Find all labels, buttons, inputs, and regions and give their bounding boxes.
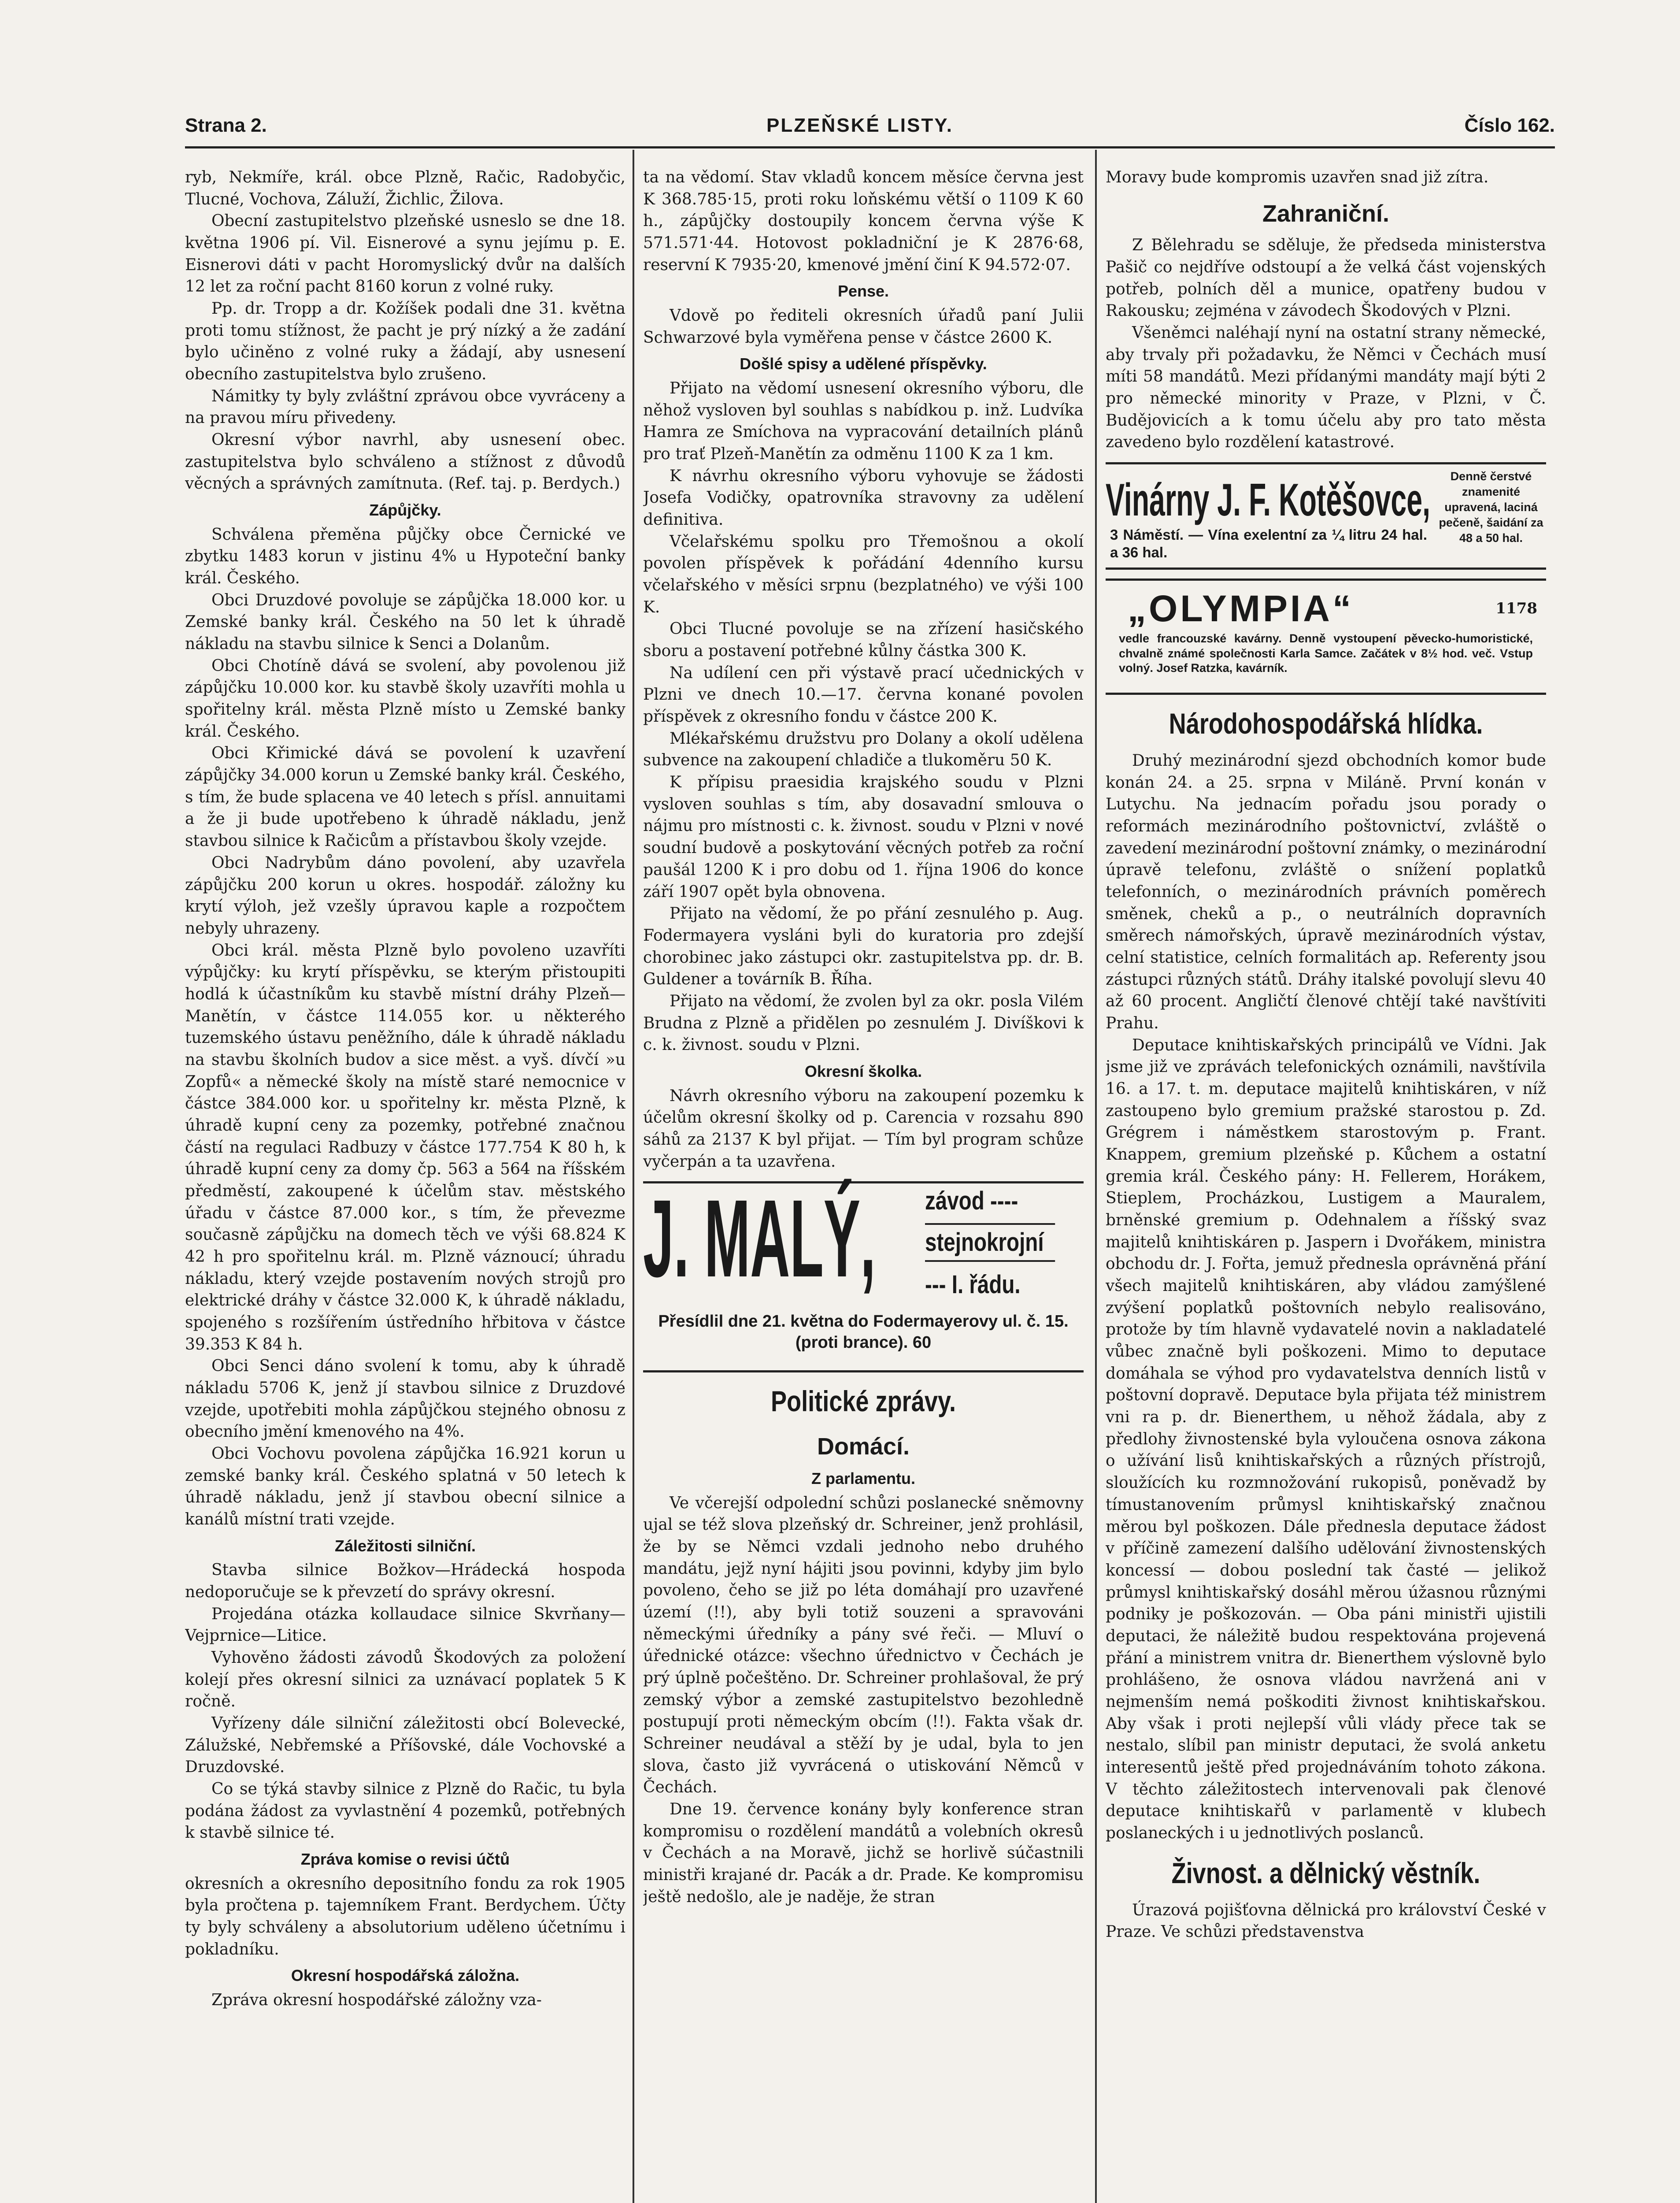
- paragraph: Pp. dr. Tropp a dr. Kožíšek podali dne 31. května proti tomu stížnost, že pacht je prý nízký a že zadání bylo učiněno z volné ruky a žádají, aby usnesení obecního zastupitelstva bylo zrušeno.: [185, 300, 625, 384]
- page-header: [185, 106, 1555, 145]
- column-3: [1106, 167, 1546, 2203]
- advert-vinarny-side: Denně čerstvé znamenité upravená, laciná pečeně, šaidání za 48 a 50 hal.: [1439, 469, 1543, 545]
- page-number: Strana 2.: [185, 115, 267, 136]
- paragraph: Moravy bude kompromis uzavřen snad již zítra.: [1106, 168, 1489, 186]
- issue-number: Číslo 162.: [1464, 115, 1555, 136]
- subsection-title: Zahraniční.: [1262, 200, 1390, 227]
- section-heading: Došlé spisy a udělené příspěvky.: [740, 355, 987, 373]
- paragraph: K přípisu praesidia krajského soudu v Plzni vysloven souhlas s tím, aby dosavadní smlouva o nájmu pro místnosti c. k. živnost. soudu v Plzni v nové soudní budově a poskytování věcných potřeb za roční paušál 1200 K i pro dobu od 1. října 1906 do konce září 1907 opět byla obnovena.: [643, 773, 1084, 901]
- section-title: Živnost. a dělnický věstník.: [1171, 1856, 1480, 1889]
- paragraph: Druhý mezinárodní sjezd obchodních komor bude konán 24. a 25. srpna v Miláně. První konán v Lutychu. Na jednacím pořadu jsou porady o reformách mezinárodního poštovnictví, zvláště o zavedení mezinárodní poštovní známky, o mezinárodní úpravě telefonu, zvláště o snížení poplatků telefonních, o mezinárodních právních poměrech směnek, cheků a p., o neutrálních dopravních směrech námořských, úpravě mezinárodních výstav, celní statistice, celních formalitách ap. Referenty jsou zástupci různých států. Dráhy italské povolují slevu 40 až 60 procent. Angličtí členové chtějí také navštíviti Prahu.: [1106, 751, 1546, 1033]
- paragraph: Obci Křimické dává se povolení k uzavření zápůjčky 34.000 korun u Zemské banky král. Českého, s tím, že bude splacena ve 40 letech s přísl. annuitami a že ji bude upotřebeno k úhradě nákladu, jenž stavbou silnice k Račicům a přístavbou školy vzejde.: [185, 744, 625, 850]
- paragraph: Schválena přeměna půjčky obce Černické ve zbytku 1483 korun v jistinu 4% u Hypoteční banky král. Českého.: [185, 525, 625, 588]
- paragraph: K návrhu okresního výboru vyhovuje se žádosti Josefa Vodičky, opatrovníka stravovny za udělení definitiva.: [643, 467, 1084, 529]
- paragraph: Vdově po řediteli okresních úřadů paní Julii Schwarzové byla vyměřena pense v částce 2600 K.: [643, 307, 1084, 347]
- advert-vinarny-line: 3 Náměstí. — Vína exelentní za ¼ litru 24 hal. a 36 hal.: [1110, 526, 1427, 560]
- column-1-text: [185, 167, 625, 2011]
- newspaper-title: PLZEŇSKÉ LISTY.: [766, 115, 953, 136]
- advert-olympia-name: „OLYMPIA“: [1128, 587, 1354, 629]
- paragraph: Obci Chotíně dává se svolení, aby povolenou již zápůjčku 10.000 kor. ku stavbě školy uzavříti mohla u spořitelny král. města Plzně místo u Zemské banky král. Českého.: [185, 656, 625, 741]
- paragraph: Co se týká stavby silnice z Plzně do Račic, tu byla podána žádost za vyvlastnění 4 pozemků, potřebných k stavbě silnice té.: [185, 1780, 625, 1842]
- paragraph: Stavba silnice Božkov—Hrádecká hospoda nedoporučuje se k převzetí do správy okresní.: [185, 1561, 625, 1601]
- paragraph: Úrazová pojišťovna dělnická pro království České v Praze. Ve schůzi představenstva: [1106, 1901, 1546, 1941]
- paragraph: Projedána otázka kollaudace silnice Skvrňany—Vejprnice—Litice.: [185, 1605, 625, 1645]
- column-2-text: [643, 167, 1084, 1172]
- paragraph: Ve včerejší odpolední schůzi poslanecké sněmovny ujal se též slova plzeňský dr. Schreiner, jenž prohlásil, že by se Němci vzdali jednoho nebo druhého mandátu, jejž nyní hájiti jsou povinni, kdyby jim bylo povoleno, čeho se již po léta domáhají pro uzavřené území (!!), aby byli totiž souzeni a spravováni německými úředníky a pány své řeči. — Mluví o úřednické otázce: všechno úřednictvo v Čechách je prý úplně počeštěno. Dr. Schreiner prohlašoval, že prý zemský výbor a zemské zastupitelstvo bezohledně postupují proti německým obcím (!!). Fakta však dr. Schreiner neudával a stěží by je udal, byla to jen slova, často již vyvrácená o utiskování Němců v Čechách.: [643, 1494, 1084, 1797]
- advert-maly-footer: Přesídlil dne 21. května do Fodermayerovy ul. č. 15. (proti brance). 60: [658, 1312, 1069, 1352]
- paragraph: Z Bělehradu se sděluje, že předseda ministerstva Pašič co nejdříve odstoupí a že velká část vojenských potřeb, polních děl a munice, opatřeny budou v Rakousku; zejména v závodech Škodových v Plzni.: [1106, 236, 1546, 320]
- paragraph: Obci král. města Plzně bylo povoleno uzavříti výpůjčky: ku krytí příspěvku, se kterým přistoupiti hodlá k účastníkům ku stavbě místní dráhy Plzeň—Manětín, v částce 114.055 kor. u některého tuzemského ústavu peněžního, dále k úhradě nákladu na stavbu školních budov a sice měst. a vyš. dívčí »u Zopfů« a německé školy na místě staré nemocnice v částce 384.000 kor. u spořitelny kr. města Plzně, k úhradě kupní ceny za pozemky, potřebné značnou částí na regulaci Radbuzy v částce 177.754 K 80 h, k úhradě kupní ceny za domy čp. 563 a 564 na říšském předměstí, zakoupené k účelům stav. městského úřadu v částce 87.000 kor., s tím, že převezme současně zápůjčku na domech těch ve výši 68.824 K 42 h pro spořitelnu král. m. Plzně váznoucí; úhradu nákladu, který vzejde postavením nových strojů pro elektrické dráhy v částce 32.000 K, k úhradě nákladu, spojeného s rozšířením ústředního hřbitova v částce 39.353 K 84 h.: [185, 941, 625, 1354]
- column-divider-2: [1095, 150, 1097, 2203]
- paragraph: Přijato na vědomí, že zvolen byl za okr. posla Vilém Brudna z Plzně a přidělen po zesnulém J. Divíškovi k c. k. živnost. soudu v Plzni.: [643, 992, 1084, 1054]
- subsection-title: Domácí.: [817, 1433, 910, 1460]
- advert-maly-line2: stejnokrojní: [925, 1223, 1055, 1262]
- advert-olympia-desc: vedle francouzské kavárny. Denně vystoupení pěvecko-humoristické, chvalně známé společnosti Karla Samce. Začátek v 8½ hod. več. Vstup volný. Josef Ratzka, kavárník.: [1119, 631, 1533, 675]
- paragraph: Obci Senci dáno svolení k tomu, aby k úhradě nákladu 5706 K, jenž jí stavbou silnice z Druzdové vzejde, upotřebiti mohla zápůjčkou stejného obnosu z obecního jmění kmenového na 4%.: [185, 1357, 625, 1441]
- paragraph: Námitky ty byly zvláštní zprávou obce vyvráceny a na pravou míru přivedeny.: [185, 387, 625, 427]
- paragraph: Obci Nadrybům dáno povolení, aby uzavřela zápůjčku 200 korun u okres. hospodář. záložny ku krytí výloh, jež vzešly úpravou kaple a rozpočtem nebyly uhrazeny.: [185, 853, 625, 938]
- paragraph: Obci Tlucné povoluje se na zřízení hasičského sboru a postavení potřebné kůlny částka 300 K.: [643, 620, 1084, 660]
- paragraph: okresních a okresního depositního fondu za rok 1905 byla pročtena p. tajemníkem Frant. Berdychem. Účty ty byly schváleny a absolutorium uděleno účetnímu i pokladníku.: [185, 1874, 625, 1958]
- column-divider-1: [633, 150, 634, 2203]
- paragraph: Včelařskému spolku pro Třemošnou a okolí povolen příspěvek k pořádání 4denního kursu včelařského v měsíci srpnu (bezplatného) ve výši 100 K.: [643, 532, 1084, 616]
- paragraph: Obecní zastupitelstvo plzeňské usneslo se dne 18. května 1906 pí. Vil. Eisnerové a synu jejímu p. E. Eisnerovi dáti v pacht Horomyslický dvůr na dalších 12 let za roční pacht 8160 korun z volné ruky.: [185, 212, 625, 296]
- paragraph: ryb, Nekmíře, král. obce Plzně, Račic, Radobyčic, Tlucné, Vochova, Záluží, Žichlic, Žilova.: [185, 168, 625, 208]
- paragraph: Přijato na vědomí usnesení okresního výboru, dle něhož vysloven byl souhlas s nabídkou p. inž. Ludvíka Hamra ze Smíchova na vypracování detailních plánů pro trať Plzeň-Manětín za odměnu 1100 K za 1 km.: [643, 379, 1084, 464]
- paragraph: Přijato na vědomí, že po přání zesnulého p. Aug. Fodermayera vysláni byli do kuratoria pro zdejší chorobinec jako zástupci okr. zastupitelstva pp. dr. B. Guldener a továrník B. Říha.: [643, 905, 1084, 989]
- advert-vinarny-name: Vinárny J. F. Kotěšovce,: [1106, 474, 1431, 526]
- section-heading: Zpráva komise o revisi účtů: [300, 1850, 510, 1869]
- paragraph: Vyhověno žádosti závodů Škodových za položení kolejí přes okresní silnici za uznávací poplatek 5 K ročně.: [185, 1649, 625, 1711]
- section-title: Národohospodářská hlídka.: [1169, 707, 1483, 740]
- advert-maly-line1: závod ----: [925, 1187, 1018, 1216]
- section-heading: Okresní hospodářská záložna.: [291, 1966, 520, 1985]
- paragraph: Obci Vochovu povolena zápůjčka 16.921 korun u zemské banky král. Českého splatná v 50 letech k úhradě nákladu, jenž jí stavbou obecní silnice a kanálů místní trati vzejde.: [185, 1444, 625, 1528]
- paragraph: Návrh okresního výboru na zakoupení pozemku k účelům okresní školky od p. Carencia v rozsahu 890 sáhů za 2137 K byl přijat. — Tím byl program schůze vyčerpán a ta uzavřena.: [643, 1087, 1084, 1171]
- section-heading: Okresní školka.: [804, 1062, 922, 1080]
- paragraph: Mlékařskému družstvu pro Dolany a okolí udělena subvence na zakoupení chladiče a tlukoměru 50 K.: [643, 729, 1084, 770]
- section-heading: Pense.: [837, 282, 889, 300]
- column-2: [643, 167, 1084, 2203]
- advert-maly-name: J. MALÝ,: [643, 1177, 876, 1300]
- paragraph: Všeněmci naléhají nyní na ostatní strany německé, aby trvaly při požadavku, že Němci v Čechách musí míti 58 mandátů. Mezi přídanými mandáty mají býti 2 pro německé minority v Praze, v Plzni, v Č. Budějovicích a k tomu účelu aby pro tato města zavedeno bylo rozdělení katastrové.: [1106, 323, 1546, 452]
- paragraph: Dne 19. července konány byly konference stran kompromisu o rozdělení mandátů a volebních okresů v Čechách a na Moravě, jichž se horlivě súčastnili ministři krajané dr. Pacák a dr. Prade. Ke kompromisu ještě nedošlo, ale je naděje, že stran: [643, 1800, 1084, 1906]
- section-title: Politické zprávy.: [770, 1385, 956, 1418]
- advert-maly: [643, 1177, 1084, 1372]
- section-heading: Z parlamentu.: [811, 1469, 916, 1487]
- header-rule: [185, 146, 1555, 148]
- paragraph: Okresní výbor navrhl, aby usnesení obec. zastupitelstva bylo schváleno a stížnost z důvodů věcných a správných zamítnuta. (Ref. taj. p. Berdych.): [185, 431, 625, 493]
- paragraph: Na udílení cen při výstavě prací učednických v Plzni ve dnech 10.—17. června konané povolen příspěvek z okresního fondu v částce 200 K.: [643, 664, 1084, 726]
- paragraph: Zpráva okresní hospodářské záložny vza-: [211, 1991, 542, 2010]
- paragraph: Deputace knihtiskařských principálů ve Vídni. Jak jsme již ve zprávách telefonických oznámili, navštívila 16. a 17. t. m. deputace majitelů knihtiskáren, v níž zastoupeno bylo gremium pražské starostou p. Zd. Grégrem i náměstkem starostovým p. Frant. Knappem, gremium plzeňské p. Kůchem a ostatní gremia král. Českého pány: H. Fellerem, Horákem, Stieplem, Procházkou, Lustigem a Mauralem, brněnské gremium p. Odehnalem a říšský svaz majitelů knihtiskáren p. Jaspern i Dvořákem, ministra obchodu dr. J. Fořta, jemuž přednesla oprávněná přání všech majitelů knihtiskáren, aby vládou zamýšlené zvýšení poplatků poštovních nebylo realisováno, protože by tím hlavně vydavatelé novin a nakladatelé vůbec značně byli poškozeni. Mimo to deputace domáhala se výhod pro vydavatelstva denních listů v poštovní dopravě. Deputace byla přijata též ministrem vni ra p. dr. Bienerthem, u něhož žádala, aby z předlohy živnostenské byla vyloučena osnova zákona o užívání lisů knihtiskařských a různých přístrojů, sloužících ku rozmnožování rukopisů, poněvadž by tímustanovením průmysl knihtiskařský značnou měrou byl poškozen. Dále přednesla deputace žádost v příčině zamezení dalšího udělování živnostenských koncessí — dobou poslední tak časté — jelikož průmysl knihtiskařský dosáhl měrou úžasnou různými podniky je poškozován. — Oba páni ministři ujistili deputaci, že náležitě budou respektována projevená přání a ministrem vnitra dr. Bienerthem výslovně bylo prohlášeno, že osnova vládou navržená ani v nejmenším nemá poškoditi živnost knihtiskařskou. Aby však i proti nejlepší vůli vlády přece tak se nestalo, slíbil pan ministr deputaci, že svolá anketu interesentů ještě před projednáváním tohoto zákona. V těchto záležitostech intervenovali pak členové deputace knihtiskařů v parlamentě v klubech poslaneckých i u jednotlivých poslanců.: [1106, 1036, 1546, 1842]
- column-1: [185, 167, 625, 2203]
- advert-olympia: [1106, 579, 1546, 695]
- column-3-economy: [1106, 704, 1546, 1943]
- advert-olympia-number: 1178: [1495, 599, 1537, 617]
- advert-maly-line3: --- I. řádu.: [925, 1270, 1021, 1299]
- paragraph: Obci Druzdové povoluje se zápůjčka 18.000 kor. u Zemské banky král. Českého na 50 let k úhradě nákladu na stavbu silnice k Senci a Dolanům.: [185, 591, 625, 653]
- advert-vinarny: [1106, 462, 1546, 570]
- column-3-text: [1106, 167, 1546, 453]
- column-2-politics: [643, 1381, 1084, 1908]
- section-heading: Zápůjčky.: [369, 501, 441, 519]
- section-heading: Záležitosti silniční.: [334, 1536, 476, 1555]
- paragraph: ta na vědomí. Stav vkladů koncem měsíce června jest K 368.785·15, proti roku loňskému větší o 1109 K 60 h., zápůjčky dostoupily koncem června výše K 571.571·44. Hotovost pokladniční je K 2876·68, reservní K 7935·20, kmenové jmění činí K 94.572·07.: [643, 168, 1084, 274]
- paragraph: Vyřízeny dále silniční záležitosti obcí Bolevecké, Zálužské, Nebřemské a Příšovské, dále Vochovské a Druzdovské.: [185, 1714, 625, 1776]
